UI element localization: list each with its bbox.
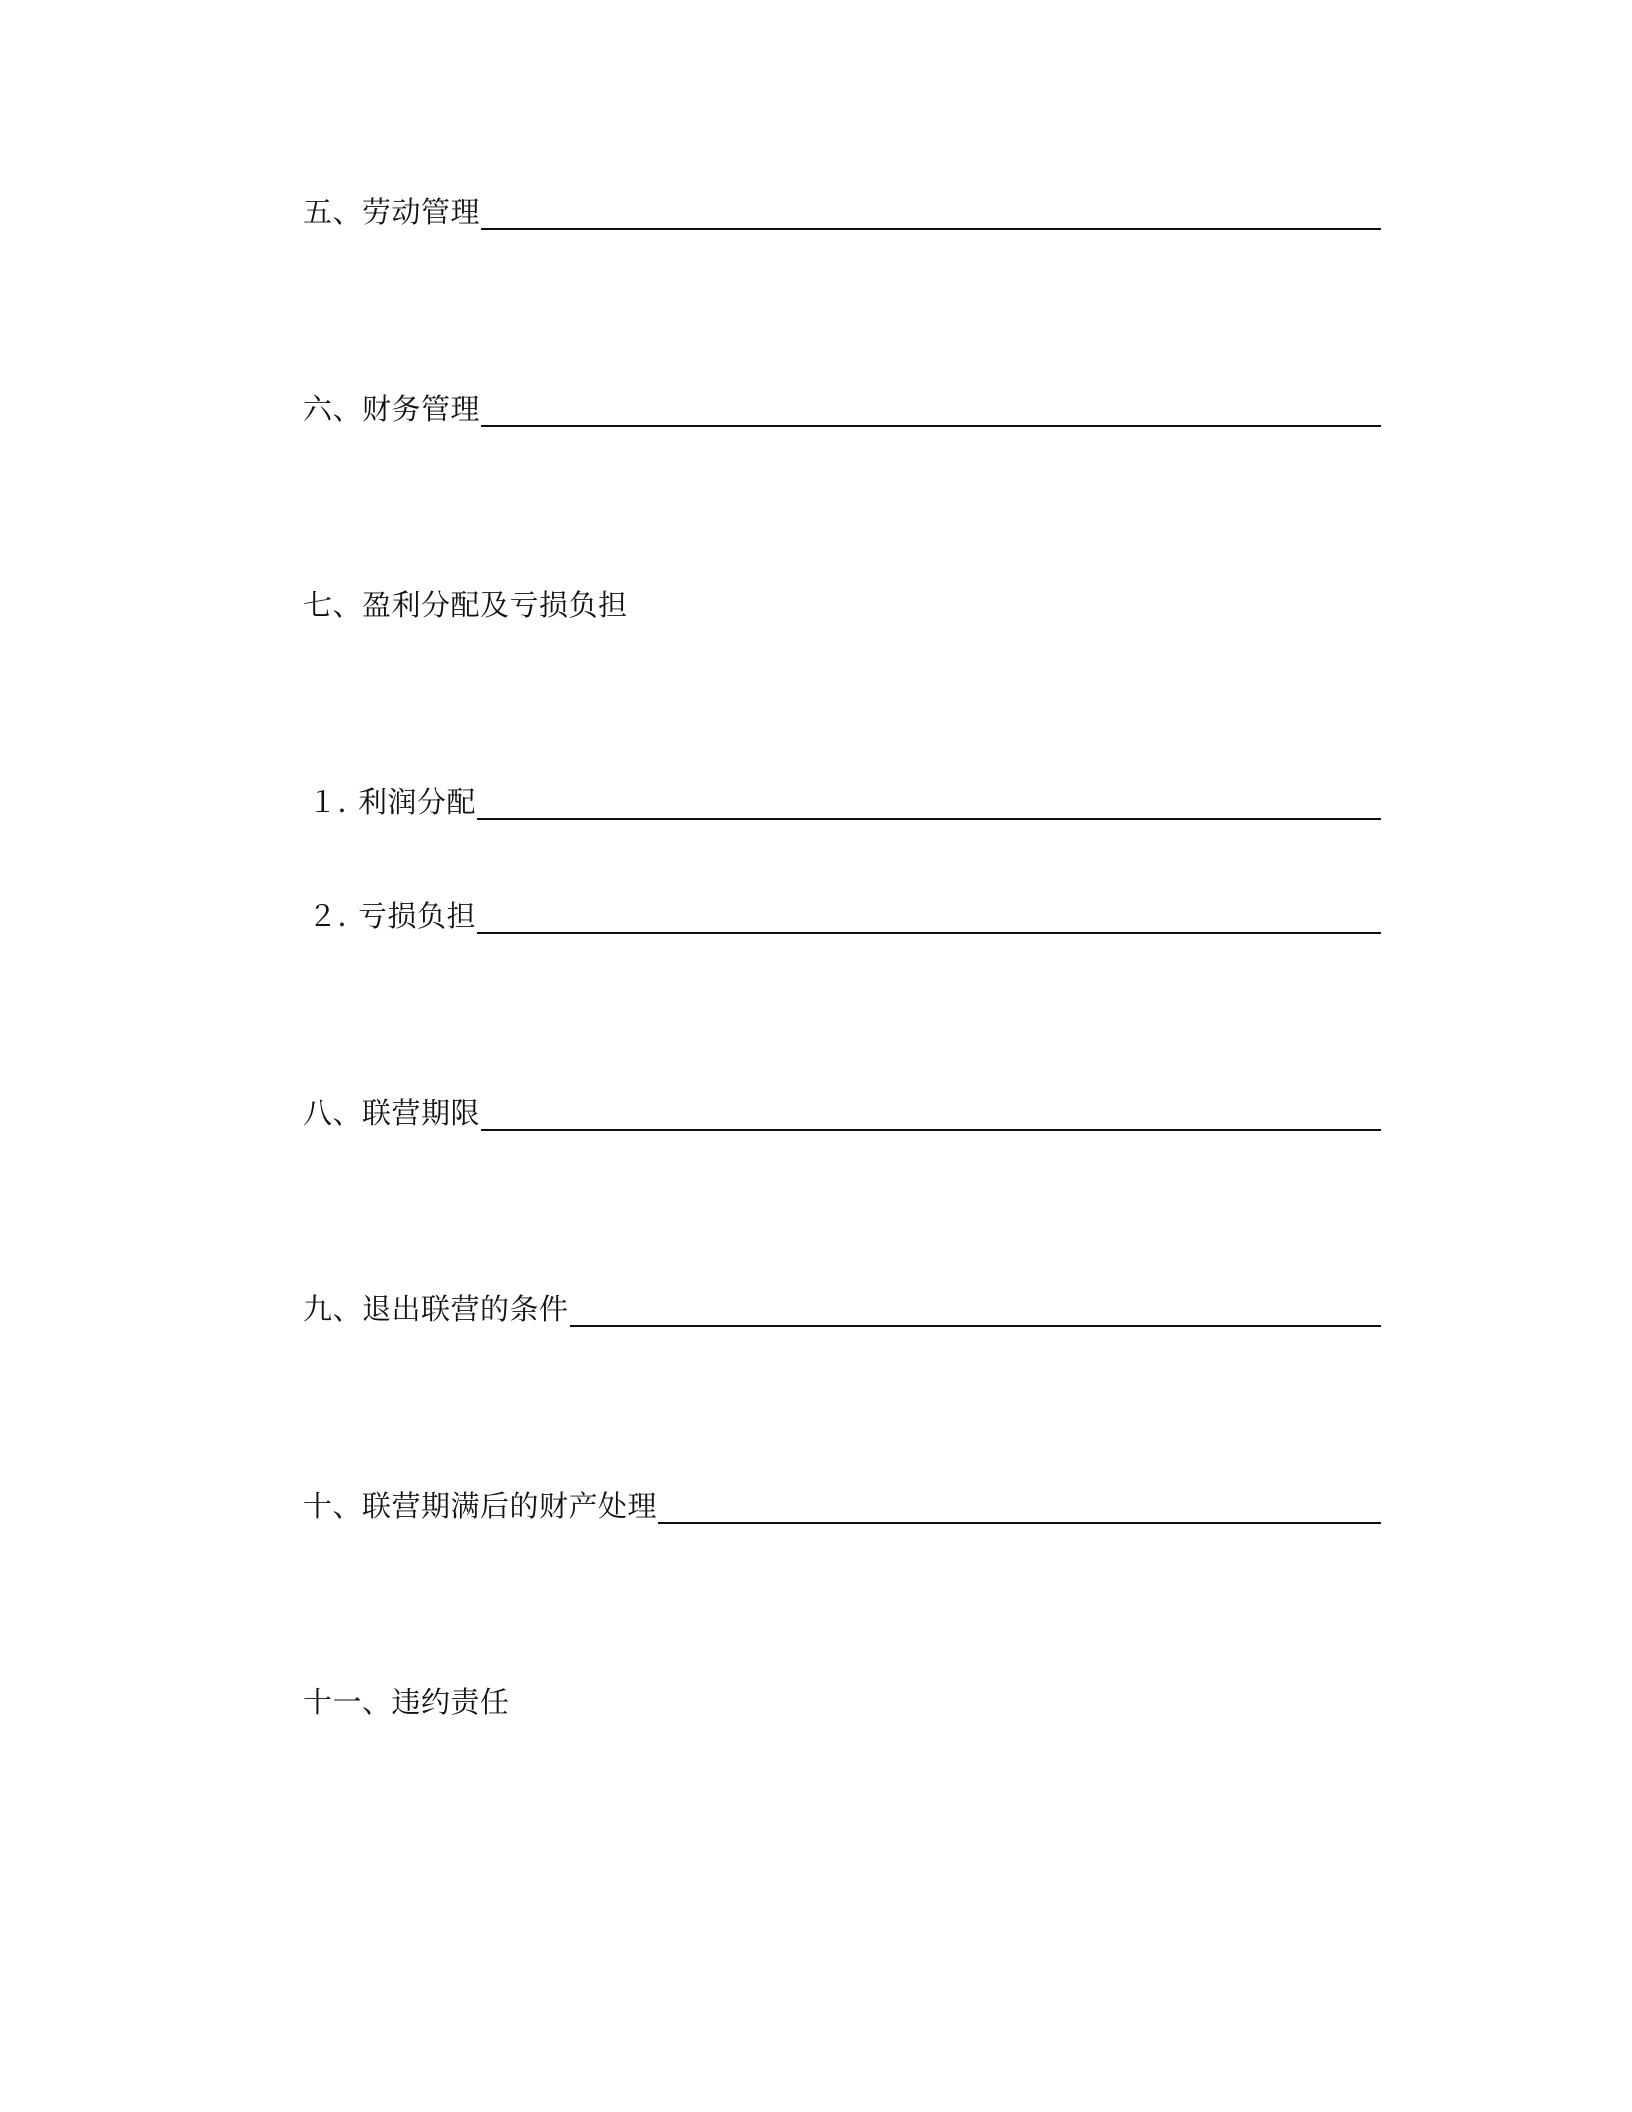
section-joint-venture-term (303, 1089, 1381, 1133)
subsection-number: ２． (308, 899, 368, 933)
section-financial-management (303, 385, 1381, 429)
section-label: 九、退出联营的条件 (303, 1292, 569, 1326)
subsection-profit-distribution (303, 778, 1381, 822)
fill-in-blank-line[interactable] (481, 227, 1381, 230)
section-liability-for-breach (303, 1678, 1381, 1722)
section-profit-loss (303, 581, 1381, 625)
fill-in-blank-line[interactable] (477, 817, 1381, 820)
subsection-text: 亏损负担 (358, 899, 477, 933)
fill-in-blank-line[interactable] (481, 1128, 1381, 1131)
section-label: 十、联营期满后的财产处理 (303, 1489, 658, 1523)
section-label: 五、劳动管理 (303, 195, 481, 229)
subsection-label (303, 898, 476, 936)
section-exit-conditions (303, 1285, 1381, 1329)
section-label: 七、盈利分配及亏损负担 (303, 588, 628, 622)
fill-in-blank-line[interactable] (477, 931, 1381, 934)
section-label: 六、财务管理 (303, 392, 481, 426)
section-label: 十一、违约责任 (303, 1685, 510, 1719)
section-property-disposal (303, 1482, 1381, 1526)
fill-in-blank-line[interactable] (570, 1324, 1381, 1327)
subsection-loss-bearing (303, 892, 1381, 936)
subsection-label (303, 784, 476, 822)
subsection-text: 利润分配 (358, 785, 477, 819)
section-label: 八、联营期限 (303, 1096, 481, 1130)
fill-in-blank-line[interactable] (481, 424, 1381, 427)
section-labor-management (303, 188, 1381, 232)
fill-in-blank-line[interactable] (658, 1521, 1381, 1524)
subsection-number: １． (308, 785, 368, 819)
